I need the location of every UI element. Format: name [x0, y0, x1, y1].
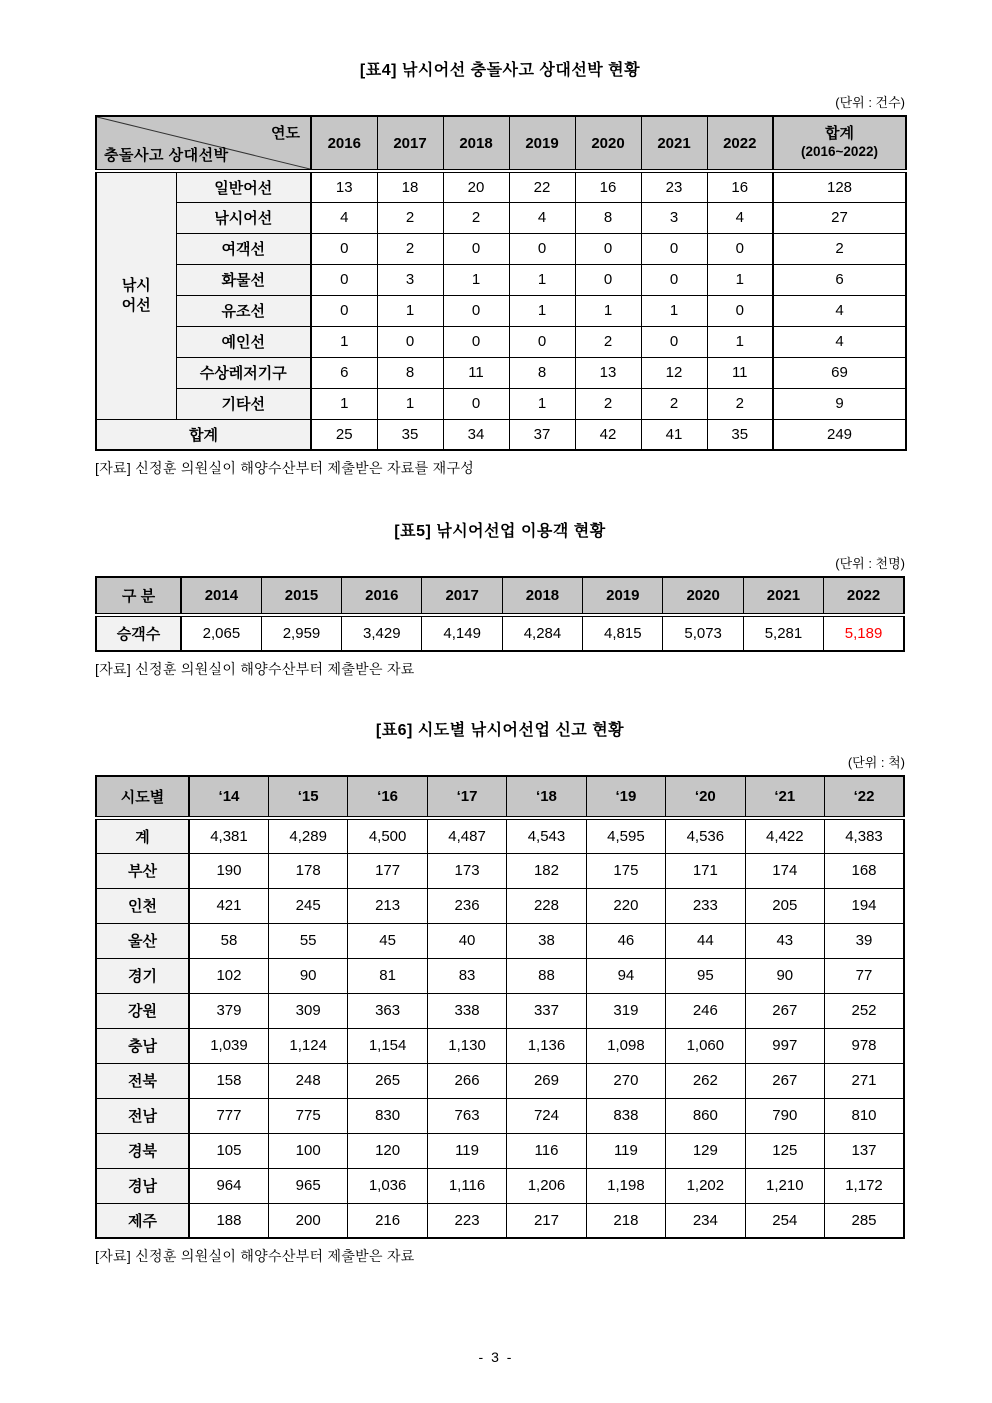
table6-data-cell: 775 — [268, 1098, 347, 1133]
table4-data-cell: 0 — [641, 233, 707, 264]
table4-data-cell: 1 — [707, 264, 773, 295]
table4-header-row — [96, 116, 906, 171]
table6-data-cell: 200 — [268, 1203, 347, 1238]
table6-year-header: ‘16 — [348, 776, 427, 818]
table6-row — [96, 1203, 904, 1238]
table4-total-cell: 35 — [377, 419, 443, 450]
table6-data-cell: 188 — [189, 1203, 268, 1238]
table6-data-cell: 246 — [666, 993, 745, 1028]
table4-data-cell: 0 — [575, 264, 641, 295]
table5-year-header: 2014 — [181, 577, 261, 615]
table4-row-label: 일반어선 — [176, 171, 311, 202]
table5-data-cell: 3,429 — [342, 615, 422, 651]
table6-data-cell: 777 — [189, 1098, 268, 1133]
table6-data-cell: 178 — [268, 853, 347, 888]
table4-total-cell: 37 — [509, 419, 575, 450]
table4-data-cell: 16 — [707, 171, 773, 202]
table6-data-cell: 119 — [427, 1133, 506, 1168]
table5-data-cell: 5,281 — [743, 615, 823, 651]
table6-row-label: 울산 — [96, 923, 189, 958]
table4-data-cell: 11 — [707, 357, 773, 388]
table4-row — [96, 233, 906, 264]
table4-data-cell: 0 — [641, 264, 707, 295]
table6-data-cell: 116 — [507, 1133, 586, 1168]
table6-data-cell: 245 — [268, 888, 347, 923]
table6-data-cell: 337 — [507, 993, 586, 1028]
table4-data-cell: 27 — [773, 202, 906, 233]
table6-data-cell: 129 — [666, 1133, 745, 1168]
table6-data-cell: 83 — [427, 958, 506, 993]
table6-data-cell: 4,487 — [427, 818, 506, 853]
table6-data-cell: 88 — [507, 958, 586, 993]
table6-data-cell: 46 — [586, 923, 665, 958]
table6-data-cell: 1,210 — [745, 1168, 824, 1203]
table4-year-header: 2020 — [575, 116, 641, 171]
table6-data-cell: 4,500 — [348, 818, 427, 853]
table6-data-cell: 254 — [745, 1203, 824, 1238]
table5-section — [95, 518, 905, 679]
table6-data-cell: 1,172 — [825, 1168, 905, 1203]
table4-data-cell: 2 — [575, 388, 641, 419]
table5-data-cell: 4,815 — [583, 615, 663, 651]
table6-row-label: 전북 — [96, 1063, 189, 1098]
table4-data-cell: 1 — [311, 326, 377, 357]
table4-group-label-line: 어선 — [121, 296, 151, 314]
table6-data-cell: 194 — [825, 888, 905, 923]
table4-data-cell: 1 — [509, 295, 575, 326]
table4-data-cell: 6 — [773, 264, 906, 295]
table4-row — [96, 357, 906, 388]
table6-data-cell: 248 — [268, 1063, 347, 1098]
table4-data-cell: 2 — [377, 202, 443, 233]
table4-data-cell: 128 — [773, 171, 906, 202]
table4-total-cell: 41 — [641, 419, 707, 450]
table6-data-cell: 379 — [189, 993, 268, 1028]
table6-data-cell: 4,536 — [666, 818, 745, 853]
table4-data-cell: 1 — [509, 388, 575, 419]
table4-data-cell: 13 — [575, 357, 641, 388]
table6-year-header: ‘21 — [745, 776, 824, 818]
table5-corner-header: 구 분 — [96, 577, 181, 615]
table6-data-cell: 182 — [507, 853, 586, 888]
table6-year-header: ‘18 — [507, 776, 586, 818]
table4-data-cell: 20 — [443, 171, 509, 202]
table6-data-cell: 174 — [745, 853, 824, 888]
table4-data-cell: 0 — [509, 326, 575, 357]
table6-data-cell: 1,036 — [348, 1168, 427, 1203]
table6-data-cell: 1,130 — [427, 1028, 506, 1063]
table4-data-cell: 8 — [509, 357, 575, 388]
table4-data-cell: 3 — [641, 202, 707, 233]
table4-year-header: 2019 — [509, 116, 575, 171]
table6-row-label: 계 — [96, 818, 189, 853]
corner-label-year: 연도 — [271, 125, 300, 142]
table6-data-cell: 4,383 — [825, 818, 905, 853]
table4-data-cell: 0 — [509, 233, 575, 264]
table6-data-cell: 4,381 — [189, 818, 268, 853]
table4-row — [96, 264, 906, 295]
table6-row-label: 경남 — [96, 1168, 189, 1203]
table6-data-cell: 363 — [348, 993, 427, 1028]
table6-data-cell: 177 — [348, 853, 427, 888]
table5-year-header: 2021 — [743, 577, 823, 615]
table6-row — [96, 1063, 904, 1098]
table5-year-header: 2022 — [824, 577, 904, 615]
table6-row-label: 부산 — [96, 853, 189, 888]
table4-data-cell: 8 — [377, 357, 443, 388]
table4-row-label: 기타선 — [176, 388, 311, 419]
table6-data-cell: 218 — [586, 1203, 665, 1238]
table4-row-label: 화물선 — [176, 264, 311, 295]
table4-total-row — [96, 419, 906, 450]
table6-data-cell: 1,154 — [348, 1028, 427, 1063]
table4-data-cell: 23 — [641, 171, 707, 202]
table4-data-cell: 12 — [641, 357, 707, 388]
table4 — [95, 115, 907, 451]
table6-data-cell: 1,039 — [189, 1028, 268, 1063]
table5-year-header: 2016 — [342, 577, 422, 615]
table4-total-cell: 34 — [443, 419, 509, 450]
table4-year-header: 2022 — [707, 116, 773, 171]
table4-data-cell: 0 — [707, 233, 773, 264]
table4-row-label: 여객선 — [176, 233, 311, 264]
table6-data-cell: 137 — [825, 1133, 905, 1168]
table4-data-cell: 0 — [443, 326, 509, 357]
table6-data-cell: 965 — [268, 1168, 347, 1203]
table4-year-header: 2021 — [641, 116, 707, 171]
table4-data-cell: 22 — [509, 171, 575, 202]
total-header-range: (2016~2022) — [801, 143, 878, 159]
table4-data-cell: 1 — [377, 388, 443, 419]
table4-data-cell: 0 — [443, 295, 509, 326]
table6-row — [96, 993, 904, 1028]
table6-data-cell: 45 — [348, 923, 427, 958]
table6-row-label: 인천 — [96, 888, 189, 923]
table4-data-cell: 0 — [311, 295, 377, 326]
table6-data-cell: 228 — [507, 888, 586, 923]
table6-data-cell: 1,060 — [666, 1028, 745, 1063]
table4-data-cell: 1 — [575, 295, 641, 326]
table6-corner-header: 시도별 — [96, 776, 189, 818]
table4-row — [96, 171, 906, 202]
table6-data-cell: 1,136 — [507, 1028, 586, 1063]
table6-data-cell: 265 — [348, 1063, 427, 1098]
table6-data-cell: 790 — [745, 1098, 824, 1133]
table4-source-note: [자료] 신정훈 의원실이 해양수산부터 제출받은 자료를 재구성 — [95, 460, 475, 476]
table6-data-cell: 234 — [666, 1203, 745, 1238]
table4-data-cell: 1 — [707, 326, 773, 357]
table6-data-cell: 252 — [825, 993, 905, 1028]
table4-data-cell: 0 — [707, 295, 773, 326]
table4-year-header: 2017 — [377, 116, 443, 171]
table6-row — [96, 1168, 904, 1203]
table6-data-cell: 213 — [348, 888, 427, 923]
table5-title: [표5] 낚시어선업 이용객 현황 — [394, 523, 606, 540]
table6-data-cell: 173 — [427, 853, 506, 888]
table6-data-cell: 171 — [666, 853, 745, 888]
table6-data-cell: 421 — [189, 888, 268, 923]
table4-data-cell: 4 — [773, 326, 906, 357]
table4-total-cell: 35 — [707, 419, 773, 450]
table6-row — [96, 818, 904, 853]
table4-data-cell: 0 — [443, 388, 509, 419]
table4-data-cell: 8 — [575, 202, 641, 233]
table6-data-cell: 309 — [268, 993, 347, 1028]
table6-row-label: 전남 — [96, 1098, 189, 1133]
table4-data-cell: 0 — [443, 233, 509, 264]
table4-section — [95, 57, 905, 478]
table4-data-cell: 1 — [641, 295, 707, 326]
table6-data-cell: 168 — [825, 853, 905, 888]
table5-year-header: 2017 — [422, 577, 502, 615]
table4-data-cell: 0 — [641, 326, 707, 357]
table6-source-note: [자료] 신정훈 의원실이 해양수산부터 제출받은 자료 — [95, 1248, 415, 1264]
table5-year-header: 2018 — [502, 577, 582, 615]
table4-data-cell: 4 — [773, 295, 906, 326]
table5-year-header: 2019 — [583, 577, 663, 615]
table6-data-cell: 319 — [586, 993, 665, 1028]
table6-data-cell: 220 — [586, 888, 665, 923]
table6-year-header: ‘14 — [189, 776, 268, 818]
table6-data-cell: 38 — [507, 923, 586, 958]
table4-row-label: 수상레저기구 — [176, 357, 311, 388]
table6-data-cell: 223 — [427, 1203, 506, 1238]
table6-data-cell: 175 — [586, 853, 665, 888]
table5-data-cell: 5,189 — [824, 615, 904, 651]
table4-data-cell: 0 — [311, 264, 377, 295]
table4-data-cell: 9 — [773, 388, 906, 419]
table4-year-header: 2018 — [443, 116, 509, 171]
table6-row — [96, 958, 904, 993]
table6-data-cell: 105 — [189, 1133, 268, 1168]
table4-data-cell: 4 — [311, 202, 377, 233]
table6-data-cell: 4,422 — [745, 818, 824, 853]
table6-data-cell: 724 — [507, 1098, 586, 1133]
table4-data-cell: 69 — [773, 357, 906, 388]
corner-label-counterpart: 충돌사고 상대선박 — [104, 147, 229, 164]
table6-data-cell: 978 — [825, 1028, 905, 1063]
table6-row — [96, 923, 904, 958]
table6-data-cell: 4,289 — [268, 818, 347, 853]
table4-total-cell: 25 — [311, 419, 377, 450]
table4-data-cell: 11 — [443, 357, 509, 388]
table6-row — [96, 1133, 904, 1168]
table6-data-cell: 100 — [268, 1133, 347, 1168]
table6-data-cell: 190 — [189, 853, 268, 888]
table6-data-cell: 266 — [427, 1063, 506, 1098]
table6 — [95, 775, 905, 1239]
table6-data-cell: 217 — [507, 1203, 586, 1238]
table6-year-header: ‘17 — [427, 776, 506, 818]
table5-year-header: 2015 — [261, 577, 341, 615]
table4-row-label: 낚시어선 — [176, 202, 311, 233]
table4-row — [96, 388, 906, 419]
table5-data-cell: 2,959 — [261, 615, 341, 651]
table6-data-cell: 269 — [507, 1063, 586, 1098]
table4-row — [96, 326, 906, 357]
table6-data-cell: 90 — [268, 958, 347, 993]
table4-row — [96, 295, 906, 326]
table6-year-header: ‘15 — [268, 776, 347, 818]
table6-data-cell: 216 — [348, 1203, 427, 1238]
table6-row — [96, 1028, 904, 1063]
table4-row — [96, 202, 906, 233]
table6-data-cell: 810 — [825, 1098, 905, 1133]
table6-title: [표6] 시도별 낚시어선업 신고 현황 — [375, 722, 625, 739]
table6-data-cell: 964 — [189, 1168, 268, 1203]
table6-row-label: 경북 — [96, 1133, 189, 1168]
table6-data-cell: 120 — [348, 1133, 427, 1168]
table4-data-cell: 0 — [311, 233, 377, 264]
table6-data-cell: 58 — [189, 923, 268, 958]
table6-year-header: ‘22 — [825, 776, 905, 818]
table6-data-cell: 94 — [586, 958, 665, 993]
table4-data-cell: 2 — [707, 388, 773, 419]
table6-data-cell: 90 — [745, 958, 824, 993]
table6-data-cell: 119 — [586, 1133, 665, 1168]
table6-data-cell: 4,543 — [507, 818, 586, 853]
table6-unit-note: (단위 : 척) — [847, 755, 905, 770]
table4-data-cell: 2 — [377, 233, 443, 264]
table6-data-cell: 270 — [586, 1063, 665, 1098]
table6-data-cell: 1,098 — [586, 1028, 665, 1063]
table5-data-cell: 4,149 — [422, 615, 502, 651]
table6-data-cell: 838 — [586, 1098, 665, 1133]
table5-unit-note: (단위 : 천명) — [835, 556, 905, 571]
table5-passengers-row — [96, 615, 904, 651]
table6-year-header: ‘19 — [586, 776, 665, 818]
table5-source-note: [자료] 신정훈 의원실이 해양수산부터 제출받은 자료 — [95, 661, 415, 677]
table6-row — [96, 1098, 904, 1133]
table6-data-cell: 267 — [745, 1063, 824, 1098]
table6-data-cell: 830 — [348, 1098, 427, 1133]
table4-group-label — [96, 171, 176, 419]
table4-corner-cell — [96, 116, 311, 171]
table4-year-header: 2016 — [311, 116, 377, 171]
table4-data-cell: 0 — [377, 326, 443, 357]
table6-data-cell: 236 — [427, 888, 506, 923]
table4-group-label-line: 낚시 — [121, 277, 151, 295]
table4-data-cell: 2 — [575, 326, 641, 357]
table6-data-cell: 77 — [825, 958, 905, 993]
table6-data-cell: 271 — [825, 1063, 905, 1098]
table6-data-cell: 338 — [427, 993, 506, 1028]
table5-data-cell: 5,073 — [663, 615, 743, 651]
table6-data-cell: 763 — [427, 1098, 506, 1133]
table4-data-cell: 13 — [311, 171, 377, 202]
table6-data-cell: 44 — [666, 923, 745, 958]
table6-row-label: 강원 — [96, 993, 189, 1028]
table6-data-cell: 860 — [666, 1098, 745, 1133]
table4-data-cell: 4 — [509, 202, 575, 233]
table6-data-cell: 55 — [268, 923, 347, 958]
table6-year-header: ‘20 — [666, 776, 745, 818]
table6-row — [96, 888, 904, 923]
table5-data-cell: 2,065 — [181, 615, 261, 651]
table6-row-label: 경기 — [96, 958, 189, 993]
table6-data-cell: 262 — [666, 1063, 745, 1098]
table5 — [95, 576, 905, 652]
table6-data-cell: 1,202 — [666, 1168, 745, 1203]
table4-data-cell: 18 — [377, 171, 443, 202]
table4-data-cell: 2 — [641, 388, 707, 419]
table6-data-cell: 205 — [745, 888, 824, 923]
table6-data-cell: 1,124 — [268, 1028, 347, 1063]
page-number: - 3 - — [478, 1349, 514, 1365]
table6-section — [95, 717, 905, 1266]
table5-year-header: 2020 — [663, 577, 743, 615]
table4-data-cell: 1 — [311, 388, 377, 419]
table6-data-cell: 158 — [189, 1063, 268, 1098]
table6-data-cell: 233 — [666, 888, 745, 923]
table6-data-cell: 40 — [427, 923, 506, 958]
table5-row-label: 승객수 — [96, 615, 181, 651]
table6-data-cell: 1,198 — [586, 1168, 665, 1203]
table4-data-cell: 3 — [377, 264, 443, 295]
table6-row — [96, 853, 904, 888]
table4-total-label: 합계 — [96, 419, 311, 450]
table4-data-cell: 2 — [443, 202, 509, 233]
table6-header-row — [96, 776, 904, 818]
table4-data-cell: 1 — [377, 295, 443, 326]
table6-row-label: 충남 — [96, 1028, 189, 1063]
table5-data-cell: 4,284 — [502, 615, 582, 651]
table4-row-label: 유조선 — [176, 295, 311, 326]
table6-data-cell: 997 — [745, 1028, 824, 1063]
table6-data-cell: 267 — [745, 993, 824, 1028]
table6-data-cell: 285 — [825, 1203, 905, 1238]
table5-header-row — [96, 577, 904, 615]
table6-data-cell: 1,116 — [427, 1168, 506, 1203]
table6-data-cell: 81 — [348, 958, 427, 993]
table6-data-cell: 4,595 — [586, 818, 665, 853]
table4-title: [표4] 낚시어선 충돌사고 상대선박 현황 — [359, 62, 641, 79]
table6-row-label: 제주 — [96, 1203, 189, 1238]
table4-total-cell: 42 — [575, 419, 641, 450]
table4-row-label: 예인선 — [176, 326, 311, 357]
table4-data-cell: 4 — [707, 202, 773, 233]
table4-data-cell: 2 — [773, 233, 906, 264]
table4-data-cell: 0 — [575, 233, 641, 264]
table4-data-cell: 6 — [311, 357, 377, 388]
table4-total-header — [773, 116, 906, 171]
table6-data-cell: 102 — [189, 958, 268, 993]
table6-data-cell: 39 — [825, 923, 905, 958]
table4-data-cell: 16 — [575, 171, 641, 202]
table6-data-cell: 125 — [745, 1133, 824, 1168]
table4-data-cell: 1 — [443, 264, 509, 295]
table6-data-cell: 1,206 — [507, 1168, 586, 1203]
table6-data-cell: 95 — [666, 958, 745, 993]
table4-data-cell: 1 — [509, 264, 575, 295]
table6-data-cell: 43 — [745, 923, 824, 958]
total-header-label: 합계 — [825, 125, 854, 143]
table4-total-cell: 249 — [773, 419, 906, 450]
table4-unit-note: (단위 : 건수) — [835, 95, 905, 110]
